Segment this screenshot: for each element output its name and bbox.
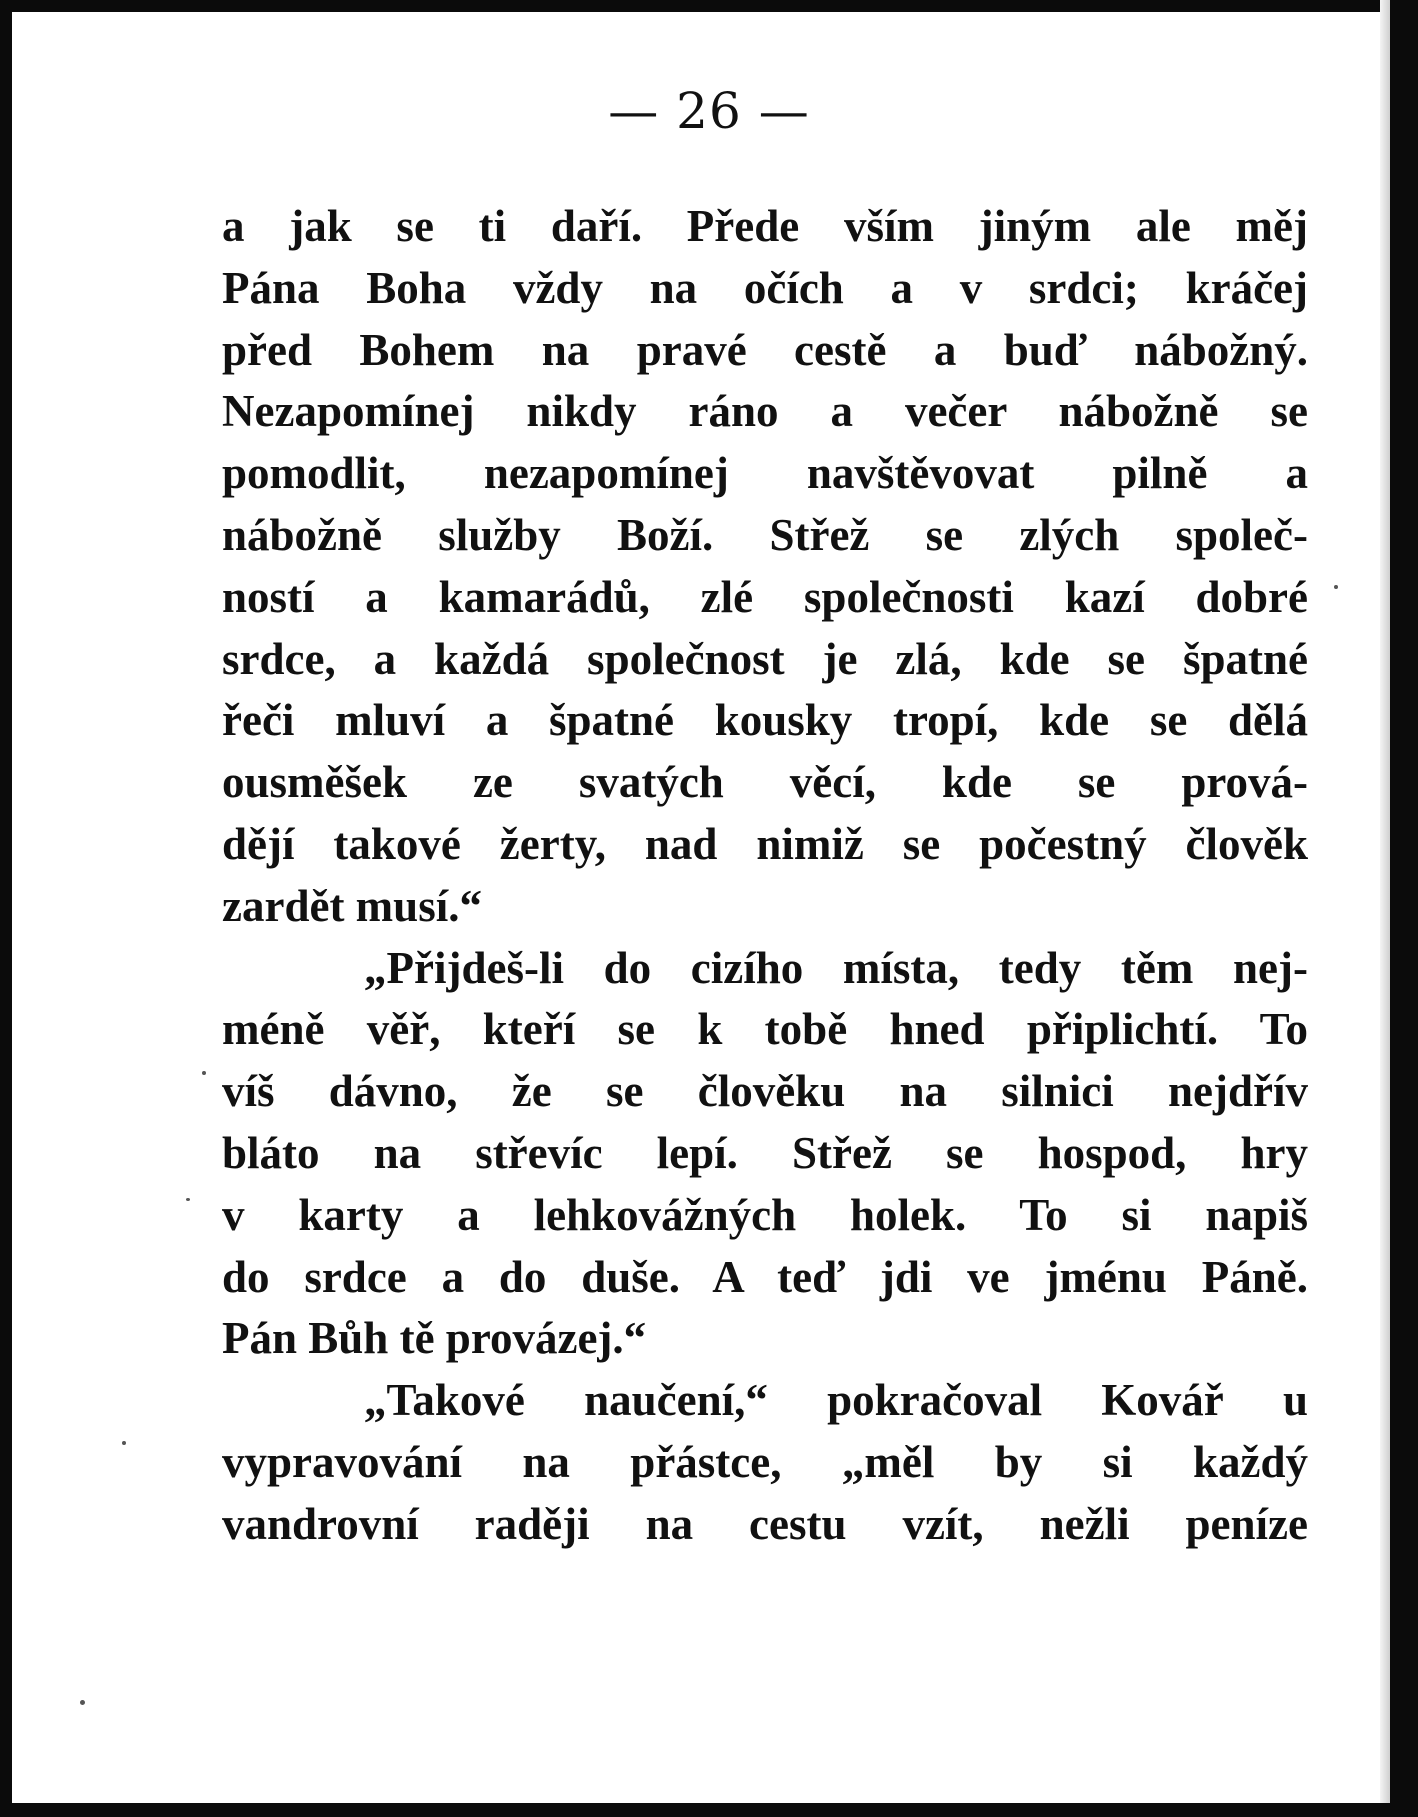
paragraph-end-line: zardět musí.“ — [222, 880, 482, 931]
text-line: řeči mluví a špatné kousky tropí, kde se dělá — [222, 695, 1308, 746]
text-line: Nezapomínej nikdy ráno a večer nábožně se — [222, 386, 1308, 437]
text-line: pomodlit, nezapomínej navštěvovat pilně a — [222, 448, 1308, 499]
scan-speck — [80, 1700, 85, 1705]
text-line: méně věř, kteří se k tobě hned připlichtí. To — [222, 1004, 1308, 1055]
scan-border-top — [0, 0, 1418, 12]
scan-border-bottom — [0, 1803, 1418, 1817]
text-line: bláto na střevíc lepí. Střež se hospod, hry — [222, 1127, 1308, 1178]
text-line: nábožně služby Boží. Střež se zlých společ- — [222, 509, 1308, 560]
paragraph-start-line: „Takové naučení,“ pokračoval Kovář u — [364, 1375, 1308, 1426]
text-line: vypravování na přástce, „měl by si každý — [222, 1436, 1308, 1487]
text-line: srdce, a každá společnost je zlá, kde se špatné — [222, 633, 1308, 684]
scan-speck — [186, 1198, 190, 1201]
text-line: ousměšek ze svatých věcí, kde se prová- — [222, 757, 1308, 808]
text-line: dějí takové žerty, nad nimiž se počestný člověk — [222, 818, 1308, 869]
text-line: do srdce a do duše. A teď jdi ve jménu Páně. — [222, 1251, 1308, 1302]
body-text — [222, 196, 1308, 1556]
scan-border-right — [1390, 0, 1418, 1817]
text-line: víš dávno, že se člověku na silnici nejdřív — [222, 1066, 1308, 1117]
page-edge-shadow — [1380, 0, 1390, 1817]
scan-speck — [1334, 585, 1338, 589]
paragraph-end-line: Pán Bůh tě provázej.“ — [222, 1313, 647, 1364]
text-line: vandrovní raději na cestu vzít, nežli peníze — [222, 1498, 1308, 1549]
page-number: — 26 — — [608, 82, 810, 140]
scan-border-left — [0, 0, 12, 1817]
text-line: ností a kamarádů, zlé společnosti kazí dobré — [222, 571, 1308, 622]
text-line: před Bohem na pravé cestě a buď nábožný. — [222, 324, 1308, 375]
scan-speck — [122, 1441, 126, 1445]
scan-speck — [202, 1071, 206, 1075]
paragraph-start-line: „Přijdeš-li do cizího místa, tedy těm nej- — [364, 942, 1308, 993]
text-line: a jak se ti daří. Přede vším jiným ale měj — [222, 201, 1308, 251]
text-line: v karty a lehkovážných holek. To si napiš — [222, 1189, 1308, 1240]
text-line: Pána Boha vždy na očích a v srdci; kráčej — [222, 262, 1308, 313]
